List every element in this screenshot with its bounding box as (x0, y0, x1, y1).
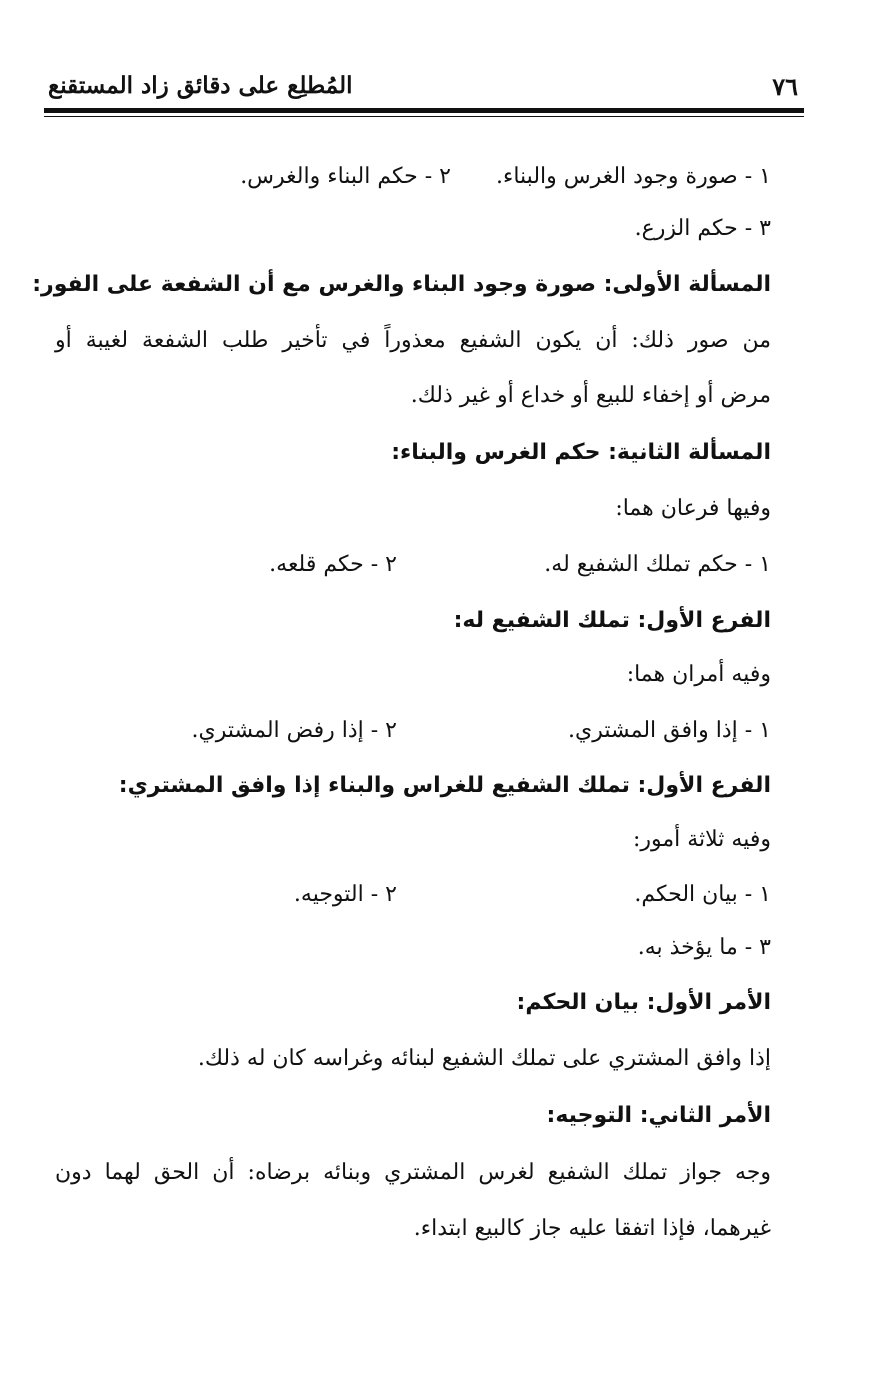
section-heading: المسألة الأولى: صورة وجود البناء والغرس مع أن الشفعة على الفور: (32, 272, 771, 297)
section-heading: الفرع الأول: تملك الشفيع له: (453, 608, 771, 633)
paragraph-line: وفيها فرعان هما: (615, 496, 771, 521)
paragraph-line: وفيه أمران هما: (626, 662, 771, 687)
list-item: ١ - إذا وافق المشتري. (567, 718, 771, 743)
paragraph-line: غيرهما، فإذا اتفقا عليه جاز كالبيع ابتداء. (413, 1216, 771, 1241)
paragraph-line: مرض أو إخفاء للبيع أو خداع أو غير ذلك. (410, 383, 771, 408)
list-item: ٢ - التوجيه. (293, 882, 397, 907)
header-rule (44, 108, 804, 113)
paragraph-line: وجه جواز تملك الشفيع لغرس المشتري وبنائه برضاه: أن الحق لهما دون (55, 1160, 771, 1185)
list-item: ١ - بيان الحكم. (634, 882, 771, 907)
page-header (44, 66, 804, 106)
list-item: ١ - صورة وجود الغرس والبناء. (496, 164, 771, 189)
list-item: ٣ - حكم الزرع. (634, 216, 771, 241)
section-heading: الأمر الثاني: التوجيه: (546, 1103, 771, 1128)
header-rule-thin (44, 116, 804, 117)
list-item: ٢ - حكم البناء والغرس. (240, 164, 451, 189)
paragraph-line: وفيه ثلاثة أمور: (632, 827, 771, 852)
paragraph-line: من صور ذلك: أن يكون الشفيع معذوراً في تأخير طلب الشفعة لغيبة أو (55, 328, 771, 353)
section-heading: الفرع الأول: تملك الشفيع للغراس والبناء إذا وافق المشتري: (118, 773, 771, 798)
list-item: ٣ - ما يؤخذ به. (637, 935, 771, 960)
section-heading: المسألة الثانية: حكم الغرس والبناء: (391, 440, 771, 465)
running-title: المُطلِع على دقائق زاد المستقنع (48, 72, 353, 99)
page-number: ٧٦ (772, 72, 798, 101)
list-item: ٢ - إذا رفض المشتري. (191, 718, 397, 743)
paragraph-line: إذا وافق المشتري على تملك الشفيع لبنائه وغراسه كان له ذلك. (197, 1046, 771, 1071)
list-item: ١ - حكم تملك الشفيع له. (544, 552, 771, 577)
section-heading: الأمر الأول: بيان الحكم: (516, 990, 771, 1015)
list-item: ٢ - حكم قلعه. (269, 552, 397, 577)
